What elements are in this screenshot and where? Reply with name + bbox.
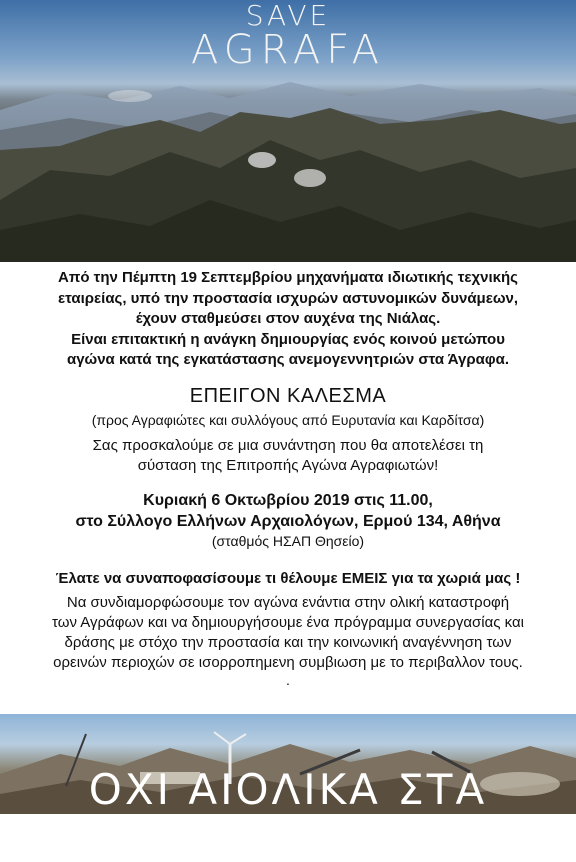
intro-line: αγώνα κατά της εγκατάστασης ανεμογεννητριών στα Άγραφα. [66, 351, 509, 368]
meeting-date-time: Κυριακή 6 Οκτωβρίου 2019 στις 11.00, [143, 491, 433, 509]
body-line: δράσης με στόχο την προστασία και την κοινωνική αναγέννηση των [64, 633, 512, 651]
intro-line: Είναι επιτακτική η ανάγκη δημιουργίας ενός κοινού μετώπου [71, 330, 505, 348]
footer-slogan: ΟΧΙ ΑΙΟΛΙΚΑ ΣΤΑ ΑΓΡΑΦΑ [88, 765, 488, 862]
intro-line: έχουν σταθμεύσει στον αυχένα της Νιάλας. [135, 310, 441, 327]
body-line: Να συνδιαμορφώσουμε τον αγώνα ενάντια στην ολική καταστροφή [66, 593, 510, 611]
urgent-call-heading: ΕΠΕΙΓΟΝ ΚΑΛΕΣΜΑ [189, 384, 387, 407]
invitation-line: σύσταση της Επιτροπής Αγώνα Αγραφιωτών! [137, 456, 439, 474]
logo-line-2: AGRAFA [191, 27, 385, 73]
intro-line: Από την Πέμπτη 19 Σεπτεμβρίου μηχανήματα ιδιωτικής τεχνικής [58, 269, 518, 286]
invitation-line: Σας προσκαλούμε σε μια συνάντηση που θα αποτελέσει τη [92, 436, 484, 454]
slogan-heading: Έλατε να συναποφασίσουμε τι θέλουμε ΕΜΕΙΣ για τα χωριά μας ! [55, 569, 521, 587]
trailing-dot: . [286, 671, 290, 688]
hero-mountain-image [0, 0, 576, 262]
logo-line-1: SAVE [245, 0, 331, 32]
body-line: των Αγράφων και να δημιουργήσουμε ένα πρόγραμμα συνεργασίας και [52, 613, 524, 631]
intro-line: εταιρείας, υπό την προστασία ισχυρών αστυνομικών δυνάμεων, [57, 289, 519, 307]
body-line: ορεινών περιοχών σε ισορροπημενη συμβιωση με το περιβαλλον τους. [53, 653, 523, 671]
metro-station-note: (σταθμός ΗΣΑΠ Θησείο) [211, 532, 365, 549]
call-subtitle: (προς Αγραφιώτες και συλλόγους από Ευρυτανία και Καρδίτσα) [91, 411, 485, 428]
meeting-location: στο Σύλλογο Ελλήνων Αρχαιολόγων, Ερμού 134, Αθήνα [75, 512, 501, 530]
save-agrafa-logo [0, 0, 576, 73]
invitation-text [0, 436, 576, 476]
body-paragraph [8, 593, 568, 673]
intro-paragraph [14, 268, 562, 371]
flyer-content [0, 262, 576, 687]
meeting-details [0, 490, 576, 532]
